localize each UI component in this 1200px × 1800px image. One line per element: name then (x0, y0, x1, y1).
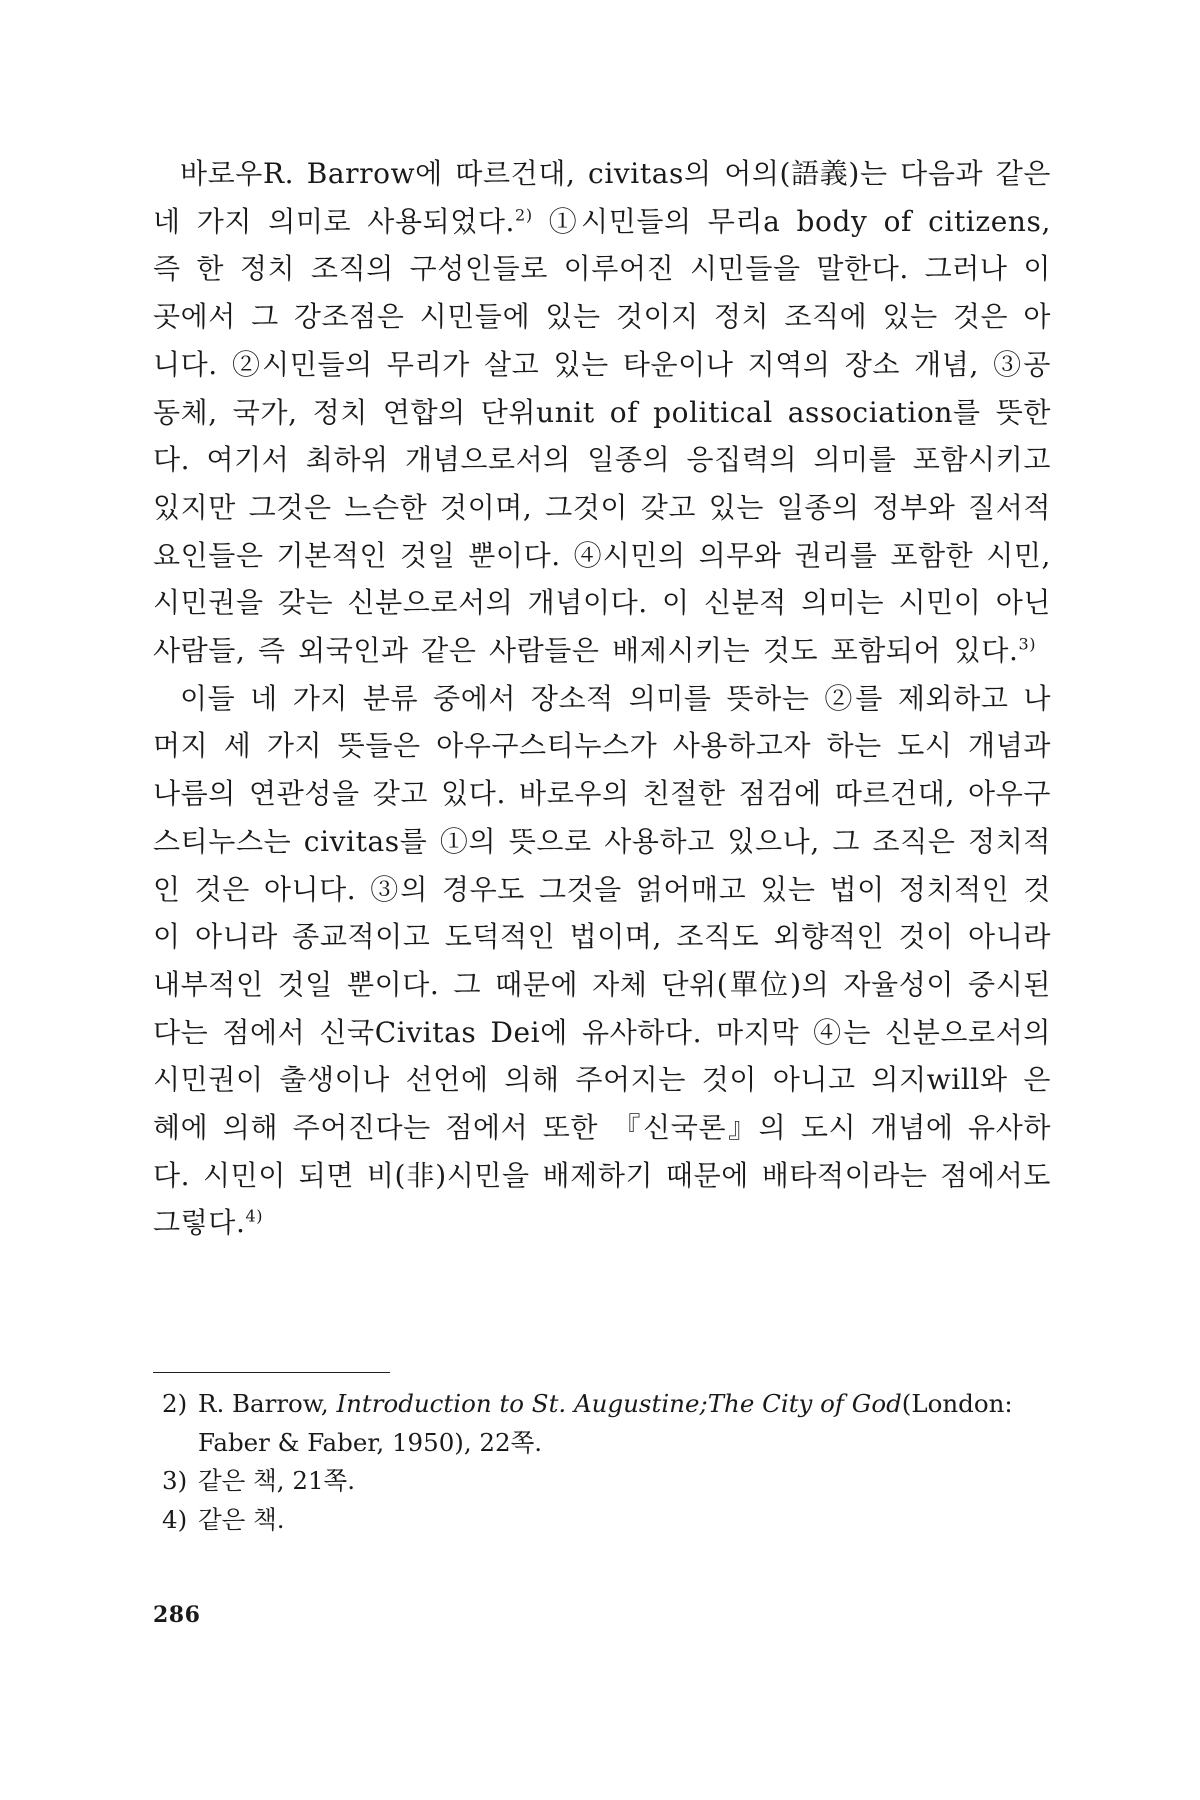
footnote-3-text: 같은 책, 21쪽. (198, 1466, 355, 1495)
paragraph-1 (153, 150, 1051, 675)
footnote-ref-4[interactable]: 4) (245, 1207, 264, 1227)
footnote-4-text: 같은 책. (198, 1504, 285, 1534)
paragraph-2-text: 이들 네 가지 분류 중에서 장소적 의미를 뜻하는 ②를 제외하고 나머지 세 가지 뜻들은 아우구스티누스가 사용하고자 하는 도시 개념과 나름의 연관성을 갖고 있다. 바로우의 친절한 점검에 따르건대, 아우구스티누스는 civitas를 ①의 뜻으로 사용하고 있으나, 그 조직은 정치적인 것은 아니다. ③의 경우도 그것을 얽어매고 있는 법이 정치적인 것이 아니라 종교적이고 도덕적인 법이며, 조직도 외향적인 것이 아니라 내부적인 것일 뿐이다. 그 때문에 자체 단위(單位)의 자율성이 중시된다는 점에서 신국Civitas Dei에 유사하다. 마지막 ④는 신분으로서의 시민권이 출생이나 선언에 의해 주어지는 것이 아니고 의지will와 은혜에 의해 주어진다는 점에서 또한 『신국론』의 도시 개념에 유사하다. 시민이 되면 비(非)시민을 배제하기 때문에 배타적이라는 점에서도 그렇다. (153, 681, 1051, 1240)
paragraph-1-text-b: ①시민들의 무리a body of citizens, 즉 한 정치 조직의 구성인들로 이루어진 시민들을 말한다. 그러나 이 곳에서 그 강조점은 시민들에 있는 것이지 정치 조직에 있는 것은 아니다. ②시민들의 무리가 살고 있는 타운이나 지역의 장소 개념, ③공동체, 국가, 정치 연합의 단위unit of political association를 뜻한다. 여기서 최하위 개념으로서의 일종의 응집력의 의미를 포함시키고 있지만 그것은 느슨한 것이며, 그것이 갖고 있는 일종의 정부와 질서적 요인들은 기본적인 것일 뿐이다. ④시민의 의무와 권리를 포함한 시민, 시민권을 갖는 신분으로서의 개념이다. 이 신분적 의미는 시민이 아닌 사람들, 즉 외국인과 같은 사람들은 배제시키는 것도 포함되어 있다. (153, 204, 1051, 668)
footnote-4 (162, 1501, 1052, 1540)
footnote-number: 2) (162, 1389, 188, 1418)
footnote-ref-3[interactable]: 3) (1018, 634, 1037, 654)
footnote-number: 4) (162, 1504, 188, 1534)
footnote-3 (162, 1462, 1052, 1501)
footnote-2 (162, 1385, 1052, 1462)
footnote-2-author: R. Barrow, (198, 1389, 337, 1418)
footnote-2-book-title: Introduction to St. Augustine;The City of God (336, 1389, 902, 1418)
footnotes (162, 1385, 1052, 1539)
footnote-divider (153, 1372, 390, 1373)
paragraph-2 (153, 675, 1051, 1247)
footnote-2-publication: (London: Faber & Faber, 1950), 22쪽. (198, 1389, 1013, 1457)
page-number: 286 (153, 1602, 201, 1628)
main-text (153, 150, 1051, 1247)
footnote-number: 3) (162, 1466, 188, 1495)
paragraph-1-text-a: 바로우R. Barrow에 따르건대, civitas의 어의(語義)는 다음과 같은 네 가지 의미로 사용되었다. (153, 157, 1051, 238)
footnote-ref-2[interactable]: 2) (515, 205, 533, 225)
